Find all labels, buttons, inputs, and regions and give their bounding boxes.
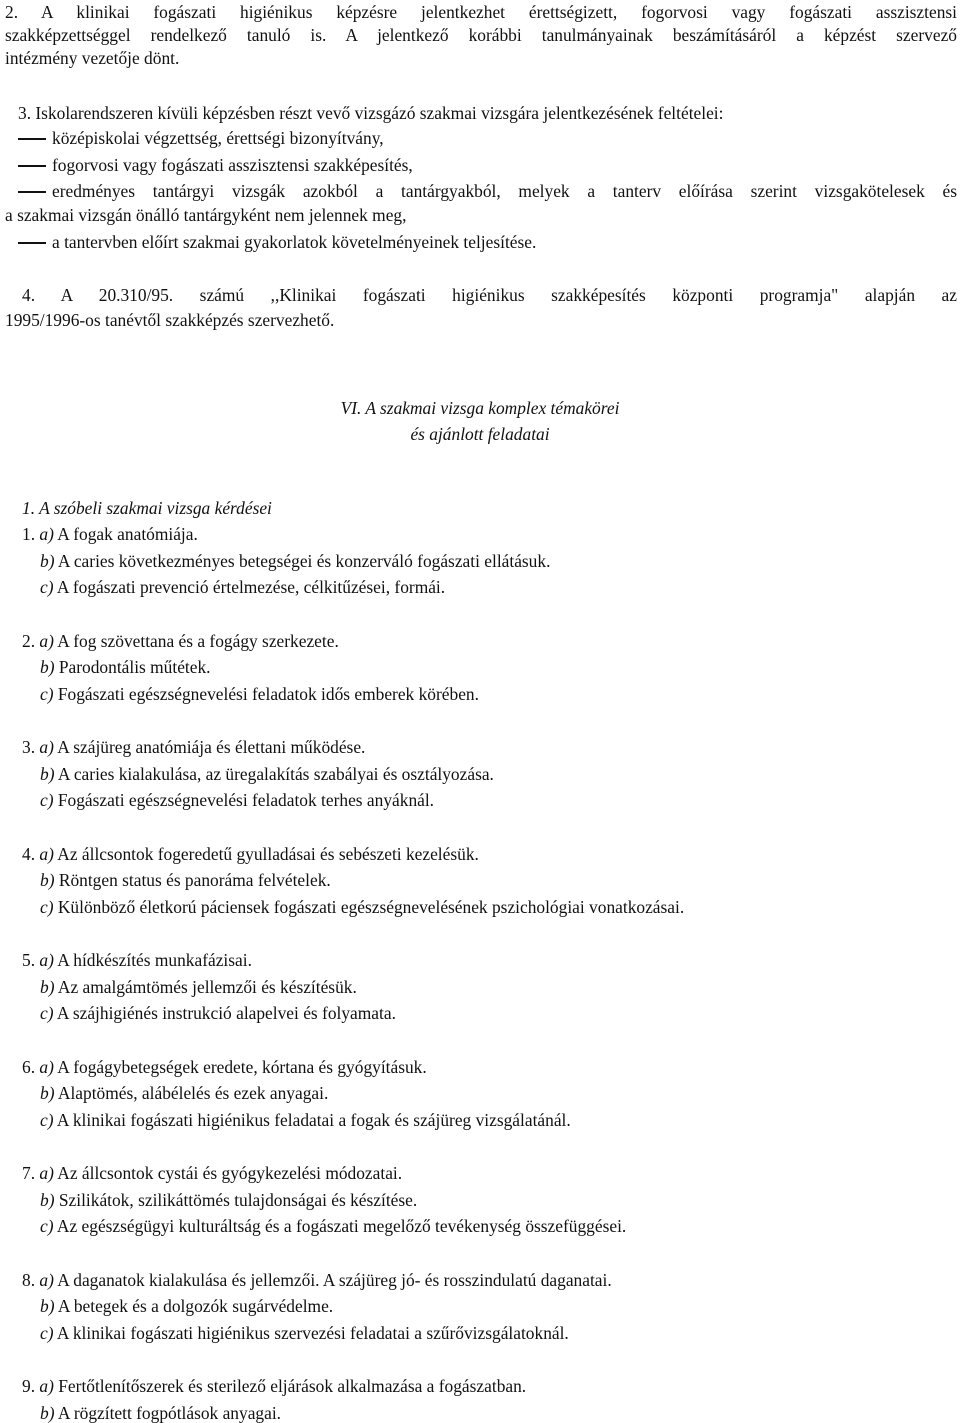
item-text: Röntgen status és panoráma felvételek. [58,870,331,890]
item-text: Alaptömés, alábélelés és ezek anyagai. [57,1083,329,1103]
question-item [22,1057,427,1077]
item-text: Különböző életkorú páciensek fogászati egészségnevelésének pszichológiai vonatkozásai. [57,897,685,917]
item-text: A fogágybetegségek eredete, kórtana és gyógyításuk. [57,1057,427,1077]
item-text: Az egészségügyi kulturáltság és a fogászati megelőző tevékenység összefüggései. [56,1216,627,1236]
item-text: A klinikai fogászati higiénikus feladatai a fogak és szájüreg vizsgálatánál. [56,1110,571,1130]
condition-text: középiskolai végzettség, érettségi bizonyítvány, [52,128,384,148]
item-text: A betegek és a dolgozók sugárvédelme. [57,1296,334,1316]
question-item [40,1216,626,1236]
item-text: Fogászati egészségnevelési feladatok terhes anyáknál. [57,790,435,810]
question-number: 9. [22,1376,36,1396]
condition-text: a tantervben előírt szakmai gyakorlatok követelményeinek teljesítése. [52,232,537,252]
question-number: 3. [22,737,36,757]
item-letter: c) [40,897,54,917]
question-item [40,1403,281,1423]
item-letter: b) [40,1403,55,1423]
question-item [40,1323,569,1343]
section-title-continued: és ajánlott feladatai [410,424,550,444]
item-text: Fogászati egészségnevelési feladatok idős emberek körében. [57,684,479,704]
item-text: A szájüreg anatómiája és élettani működése. [57,737,366,757]
question-item [40,1083,328,1103]
question-item [40,790,434,810]
item-text: A klinikai fogászati higiénikus szervezési feladatai a szűrővizsgálatoknál. [56,1323,569,1343]
item-text: A rögzített fogpótlások anyagai. [57,1403,282,1423]
item-letter: b) [40,870,55,890]
item-letter: c) [40,1216,54,1236]
item-letter: b) [40,1190,55,1210]
question-number: 7. [22,1163,36,1183]
item-letter: b) [40,1296,55,1316]
item-letter: a) [39,1163,54,1183]
item-text: Fertőtlenítőszerek és sterilező eljárások alkalmazása a fogászatban. [58,1376,527,1396]
condition-text: eredményes tantárgyi vizsgák azokból a tantárgyakból, melyek a tanterv előírása szerint vizsgakötelesek és [52,181,957,201]
question-item [40,684,479,704]
item-letter: a) [39,1270,54,1290]
item-letter: a) [39,524,54,544]
paragraph-4-line-2: 1995/1996-os tanévtől szakképzés szervezhető. [5,310,335,330]
question-item [22,1270,612,1290]
item-letter: c) [40,1110,54,1130]
question-item [22,524,198,544]
item-text: A hídkészítés munkafázisai. [57,950,252,970]
item-text: A fogászati prevenció értelmezése, célkitűzései, formái. [56,577,446,597]
item-text: A daganatok kialakulása és jellemzői. A szájüreg jó- és rosszindulatú daganatai. [57,1270,612,1290]
question-number: 2. [22,631,36,651]
paragraph-2-line-2: szakképzettséggel rendelkező tanuló is. A jelentkező korábbi tanulmányainak beszámításáról a képzést szervező [5,25,957,45]
question-item [40,1296,333,1316]
item-letter: b) [40,1083,55,1103]
item-letter: c) [40,684,54,704]
question-item [22,631,339,651]
item-text: A caries következményes betegségei és konzerváló fogászati ellátásuk. [57,551,551,571]
item-letter: a) [39,1376,54,1396]
item-letter: b) [40,551,55,571]
question-item [40,1003,396,1023]
item-letter: a) [39,844,54,864]
item-letter: a) [39,737,54,757]
item-text: Szilikátok, szilikáttömés tulajdonságai és készítése. [58,1190,418,1210]
item-letter: a) [39,950,54,970]
question-number: 4. [22,844,36,864]
question-item [40,1190,417,1210]
question-number: 5. [22,950,36,970]
item-text: Parodontális műtétek. [58,657,211,677]
dash-bullet [18,242,46,243]
paragraph-2-line-3: intézmény vezetője dönt. [5,48,180,68]
condition-continuation: a szakmai vizsgán önálló tantárgyként nem jelennek meg, [5,205,407,225]
item-text: Az állcsontok cystái és gyógykezelési módozatai. [57,1163,403,1183]
question-item [40,897,684,917]
paragraph-2-line-1: 2. A klinikai fogászati higiénikus képzésre jelentkezhet érettségizett, fogorvosi vagy fogászati asszisztensi [5,2,957,22]
condition-item [18,128,384,148]
item-text: A fogak anatómiája. [57,524,198,544]
paragraph-4-line-1: 4. A 20.310/95. számú ,,Klinikai fogászati higiénikus szakképesítés központi programja" alapján az [22,285,957,305]
condition-item [18,181,957,201]
paragraph-3-intro: 3. Iskolarendszeren kívüli képzésben részt vevő vizsgázó szakmai vizsgára jelentkezésének feltételei: [18,103,724,123]
item-letter: b) [40,657,55,677]
condition-item [18,232,536,252]
dash-bullet [18,191,46,192]
item-letter: c) [40,1323,54,1343]
question-item [40,577,445,597]
item-text: A fog szövettana és a fogágy szerkezete. [57,631,339,651]
subheading: 1. A szóbeli szakmai vizsga kérdései [22,498,272,518]
item-letter: a) [39,1057,54,1077]
question-item [40,870,331,890]
condition-item [18,155,413,175]
question-number: 6. [22,1057,36,1077]
question-item [40,657,211,677]
item-text: A szájhigiénés instrukció alapelvei és folyamata. [56,1003,396,1023]
item-letter: b) [40,764,55,784]
item-text: Az amalgámtömés jellemzői és készítésük. [57,977,357,997]
item-text: Az állcsontok fogeredetű gyulladásai és sebészeti kezelésük. [57,844,479,864]
item-letter: c) [40,790,54,810]
condition-text: fogorvosi vagy fogászati asszisztensi szakképesítés, [52,155,413,175]
dash-bullet [18,165,46,166]
item-text: A caries kialakulása, az üregalakítás szabályai és osztályozása. [57,764,494,784]
section-title: VI. A szakmai vizsga komplex témakörei [340,398,620,418]
question-item [22,844,479,864]
question-number: 8. [22,1270,36,1290]
question-item [40,764,494,784]
question-item [22,1163,402,1183]
question-item [22,737,365,757]
item-letter: b) [40,977,55,997]
dash-bullet [18,138,46,139]
item-letter: c) [40,1003,54,1023]
question-item [22,1376,526,1396]
item-letter: a) [39,631,54,651]
question-number: 1. [22,524,36,544]
question-item [22,950,252,970]
item-letter: c) [40,577,54,597]
question-item [40,977,357,997]
question-item [40,1110,571,1130]
question-item [40,551,550,571]
